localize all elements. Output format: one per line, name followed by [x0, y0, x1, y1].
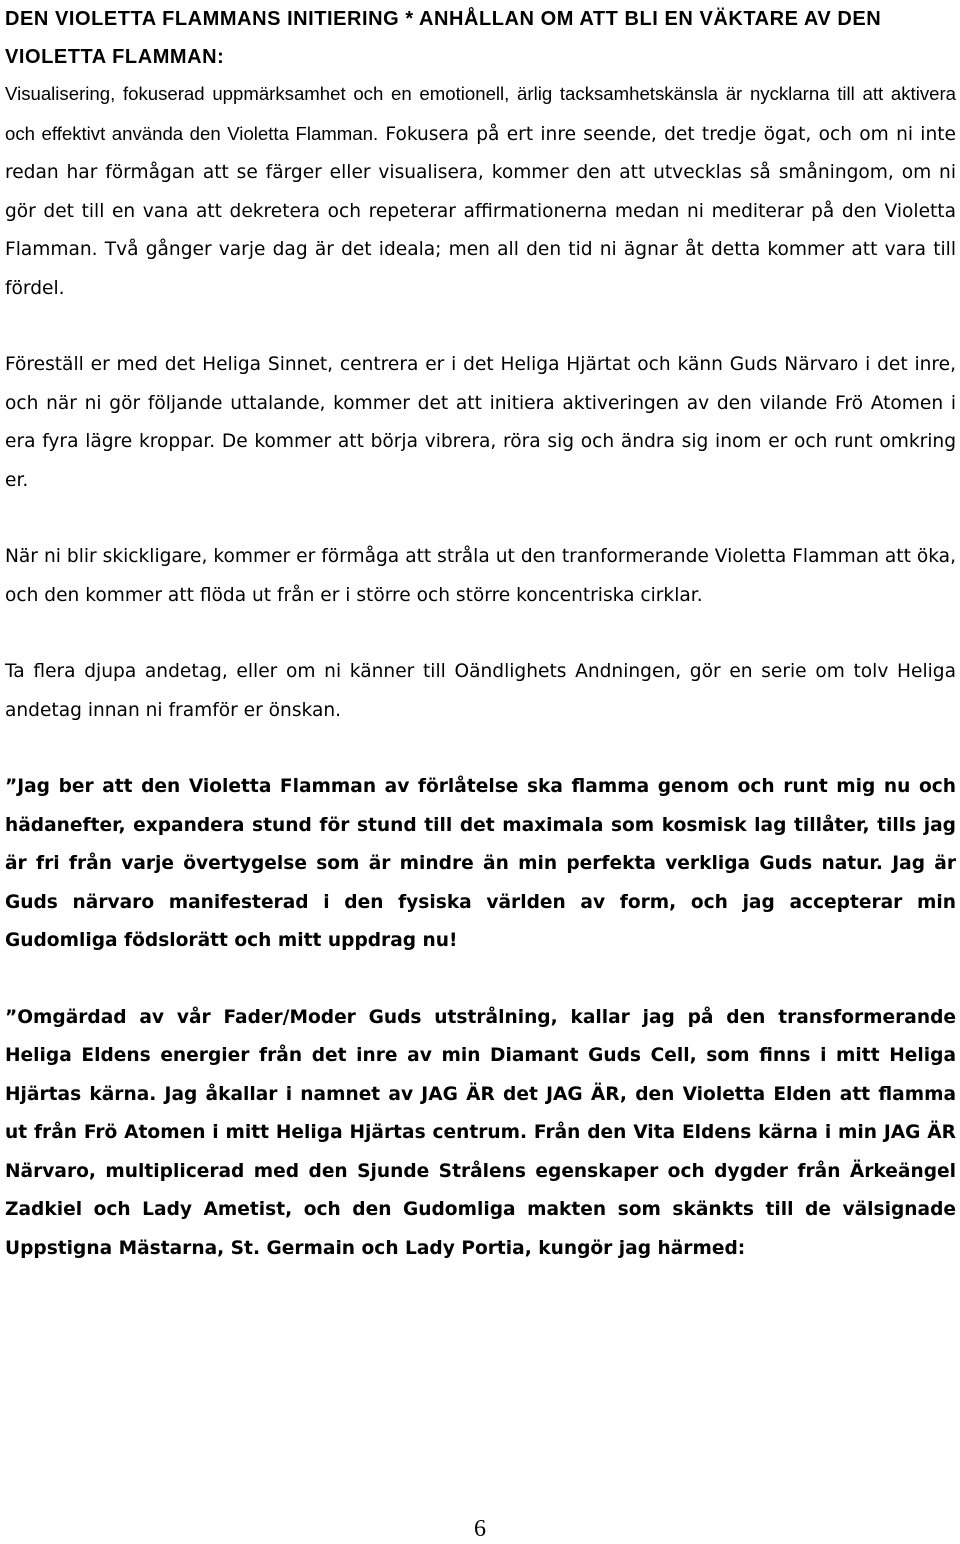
paragraph-visualization	[5, 75, 956, 308]
paragraph-breathing: Ta flera djupa andetag, eller om ni känner till Oändlighets Andningen, gör en serie om tolv Heliga andetag innan ni framför er önskan.	[5, 661, 956, 721]
paragraph-skill: När ni blir skickligare, kommer er förmåga att stråla ut den tranformerande Violetta Flamman att öka, och den kommer att flöda ut från er i större och större koncentriska cirklar.	[5, 546, 956, 606]
affirmation-invocation: ”Omgärdad av vår Fader/Moder Guds utstrålning, kallar jag på den transformerande Heliga Eldens energier från det inre av min Diamant Guds Cell, som finns i mitt Heliga Hjärtas kärna. Jag åkallar i namnet av JAG ÄR det JAG ÄR, den Violetta Elden att flamma ut från Frö Atomen i mitt Heliga Hjärtas centrum. Från den Vita Eldens kärna i min JAG ÄR Närvaro, multiplicerad med den Sjunde Strålens egenskaper och dygder från Ärkeängel Zadkiel och Lady Ametist, och den Gudomliga makten som skänkts till de välsignade Uppstigna Mästarna, St. Germain och Lady Portia, kungör jag härmed:	[5, 1006, 956, 1259]
paragraph-lead-text: Visualisering, fokuserad uppmärksamhet och en emotionell, ärlig tacksamhetskänsla är nycklarna till att aktivera och effektivt använda den Violetta Flamman.	[5, 83, 956, 144]
paragraph-rest-text: Fokusera på ert inre seende, det tredje ögat, och om ni inte redan har förmågan att se färger eller visualisera, kommer den att utvecklas så småningom, om ni gör det till en vana att dekretera och repeterar affirmationerna medan ni mediterar på den Violetta Flamman. Två gånger varje dag är det ideala; men all den tid ni ägnar åt detta kommer att vara till fördel.	[5, 123, 956, 299]
paragraph-holy-mind: Föreställ er med det Heliga Sinnet, centrera er i det Heliga Hjärtat och känn Guds Närvaro i det inre, och när ni gör följande uttalande, kommer det att initiera aktiveringen av den vilande Frö Atomen i era fyra lägre kroppar. De kommer att börja vibrera, röra sig och ändra sig inom er och runt omkring er.	[5, 354, 956, 491]
document-title: DEN VIOLETTA FLAMMANS INITIERING * ANHÅLLAN OM ATT BLI EN VÄKTARE AV DEN VIOLETTA FLAMMAN:	[5, 8, 882, 68]
affirmation-forgiveness: ”Jag ber att den Violetta Flamman av förlåtelse ska flamma genom och runt mig nu och hädanefter, expandera stund för stund till det maximala som kosmisk lag tillåter, tills jag är fri från varje övertygelse som är mindre än min perfekta verkliga Guds natur. Jag är Guds närvaro manifesterad i den fysiska världen av form, och jag accepterar min Gudomliga födslorätt och mitt uppdrag nu!	[5, 776, 956, 951]
page-number: 6	[474, 1516, 486, 1542]
document-body	[5, 0, 956, 1268]
